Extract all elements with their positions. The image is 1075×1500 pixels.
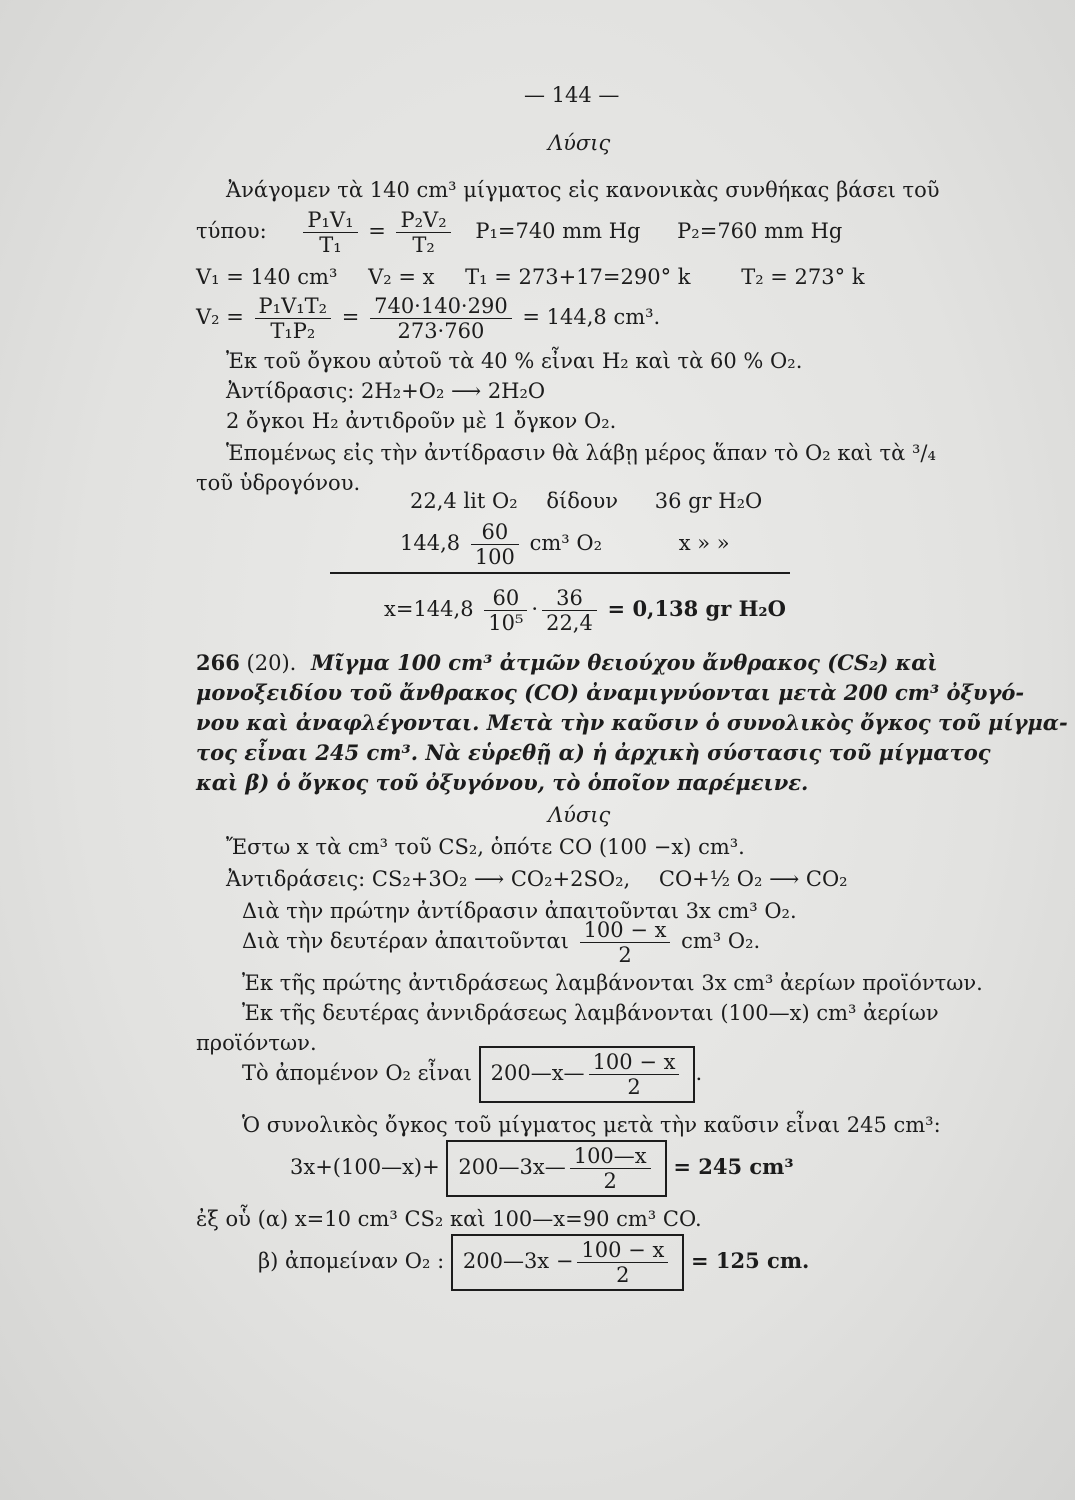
bracket-expression: [446, 1140, 666, 1197]
result-value: = 0,138 gr H₂O: [607, 596, 786, 621]
text-line: Ὁ συνολικὸς ὄγκος τοῦ μίγματος μετὰ τὴν καῦσιν εἶναι 245 cm³:: [242, 1113, 941, 1137]
formula-unit: cm³ O₂.: [681, 929, 761, 953]
equation-line: [258, 1234, 809, 1291]
equation-result: = 245 cm³: [673, 1154, 794, 1179]
fraction: [255, 294, 332, 343]
denominator: T₁: [319, 233, 342, 257]
var-v2: V₂ = x: [368, 265, 435, 289]
fraction: [471, 520, 519, 569]
denominator: 2: [627, 1075, 641, 1099]
fraction: [396, 208, 450, 257]
equation-result: = 125 cm.: [690, 1248, 810, 1273]
problem-text: καὶ β) ὁ ὄγκος τοῦ ὀξυγόνου, τὸ ὁποῖον παρέμεινε.: [196, 770, 809, 795]
problem-number: 266: [196, 650, 240, 675]
equation-prefix: β) ἀπομείναν O₂ :: [258, 1249, 445, 1273]
problem-text: τος εἶναι 245 cm³. Νὰ εὑρεθῇ α) ἡ ἀρχικὴ σύστασις τοῦ μίγματος: [196, 740, 991, 765]
numerator: P₂V₂: [396, 208, 450, 233]
numerator: 60: [471, 520, 519, 545]
pressure-2: P₂=760 mm Hg: [677, 219, 843, 243]
text-line: 2 ὄγκοι H₂ ἀντιδροῦν μὲ 1 ὄγκον O₂.: [226, 409, 617, 433]
proportion-right: x » »: [678, 531, 730, 555]
text-line: ἐξ οὗ (α) x=10 cm³ CS₂ καὶ 100—x=90 cm³ CO.: [196, 1207, 702, 1231]
denominator: 10⁵: [488, 611, 524, 635]
numerator: 60: [484, 586, 527, 611]
numerator: 100 − x: [577, 1238, 668, 1263]
proportion-unit: cm³ O₂: [529, 531, 602, 555]
text-line: Διὰ τὴν πρώτην ἀντίδρασιν ἀπαιτοῦνται 3x cm³ O₂.: [242, 899, 797, 923]
problem-text: νου καὶ ἀναφλέγονται. Μετὰ τὴν καῦσιν ὁ συνολικὸς ὄγκος τοῦ μίγμα-: [196, 710, 1068, 735]
proportion-left: 144,8: [400, 531, 461, 555]
denominator: 273·760: [397, 319, 485, 343]
text-line: Ἐκ τοῦ ὄγκου αὐτοῦ τὰ 40 % εἶναι H₂ καὶ τὰ 60 % O₂.: [226, 349, 803, 373]
fraction: [370, 294, 512, 343]
numerator: 100—x: [570, 1144, 651, 1169]
bracket-text: 200—x—: [490, 1061, 585, 1085]
denominator: 2: [618, 943, 632, 967]
fraction: [570, 1144, 651, 1193]
var-v1: V₁ = 140 cm³: [196, 265, 338, 289]
solution-heading: Λύσις: [548, 803, 611, 827]
formula-prefix: Διὰ τὴν δευτέραν ἀπαιτοῦνται: [242, 929, 569, 953]
denominator: 22,4: [546, 611, 593, 635]
solution-heading: Λύσις: [548, 131, 611, 155]
text-line: Ἔστω x τὰ cm³ τοῦ CS₂, ὁπότε CO (100 −x) cm³.: [226, 835, 745, 859]
variables-line: [196, 264, 865, 290]
equals-sign: =: [368, 219, 386, 243]
text-line: τοῦ ὑδρογόνου.: [196, 471, 361, 495]
pressure-1: P₁=740 mm Hg: [475, 219, 641, 243]
equation-line: [290, 1140, 794, 1197]
bracket-expression: [479, 1046, 696, 1103]
text-line: Ἐκ τῆς πρώτης ἀντιδράσεως λαμβάνονται 3x cm³ ἀερίων προϊόντων.: [242, 971, 983, 995]
fraction: [484, 586, 527, 635]
problem-text: Μῖγμα 100 cm³ ἀτμῶν θειούχου ἄνθρακος (CS₂) καὶ: [311, 650, 938, 675]
text-line: Ἀνάγομεν τὰ 140 cm³ μίγματος εἰς κανονικὰς συνθήκας βάσει τοῦ: [226, 178, 940, 202]
equation-prefix: 3x+(100—x)+: [290, 1155, 440, 1179]
formula-prefix: τύπου:: [196, 219, 267, 243]
result-prefix: x=144,8: [384, 597, 474, 621]
problem-text: μονοξειδίου τοῦ ἄνθρακος (CO) ἀναμιγνύονται μετὰ 200 cm³ ὀξυγό-: [196, 680, 1025, 705]
fraction: [580, 918, 671, 967]
text-line: προϊόντων.: [196, 1031, 317, 1055]
text-line: Ἐκ τῆς δευτέρας ἀννιδράσεως λαμβάνονται (100—x) cm³ ἀερίων: [242, 1001, 939, 1025]
var-t1: T₁ = 273+17=290° k: [465, 265, 691, 289]
numerator: 100 − x: [580, 918, 671, 943]
bracket-expression: [451, 1234, 684, 1291]
denominator: 100: [474, 545, 515, 569]
formula-result: = 144,8 cm³.: [522, 305, 661, 329]
var-t2: T₂ = 273° k: [741, 265, 865, 289]
divider-rule: [330, 572, 790, 574]
denominator: T₂: [412, 233, 435, 257]
formula-prefix: Τὸ ἀπομένον O₂ εἶναι: [242, 1061, 472, 1085]
problem-source: (20).: [246, 651, 297, 675]
numerator: 740·140·290: [370, 294, 512, 319]
reaction-2: CO+½ O₂ ⟶ CO₂: [658, 867, 848, 891]
proportion-right: 36 gr H₂O: [654, 489, 763, 513]
proportion-line-2: [400, 520, 730, 569]
reaction-1: Ἀντιδράσεις: CS₂+3O₂ ⟶ CO₂+2SO₂,: [226, 867, 631, 891]
bracket-text: 200—3x—: [458, 1155, 566, 1179]
fraction: [303, 208, 357, 257]
denominator: 2: [616, 1263, 630, 1287]
formula-prefix: V₂ =: [196, 305, 244, 329]
formula-suffix: .: [695, 1061, 703, 1085]
denominator: 2: [603, 1169, 617, 1193]
result-line: x=144,8 $\frac{60}{\text{10⁵}}$ · $\frac{36}{22,4}$ = 0,138 gr H₂O: [384, 586, 786, 635]
fraction: [542, 586, 597, 635]
fraction: [577, 1238, 668, 1287]
page-number: — 144 —: [524, 83, 620, 107]
problem-line: [196, 650, 938, 676]
formula-gas-law: [196, 208, 842, 257]
proportion-line-1: [410, 488, 762, 514]
numerator: 100 − x: [589, 1050, 680, 1075]
formula-line: [242, 1046, 702, 1103]
text-line: Ἑπομένως εἰς τὴν ἀντίδρασιν θὰ λάβῃ μέρος ἅπαν τὸ O₂ καὶ τὰ ³/₄: [226, 441, 936, 465]
numerator: P₁V₁T₂: [255, 294, 332, 319]
numerator: 36: [542, 586, 597, 611]
equals-sign: =: [341, 305, 360, 329]
formula-v2: [196, 294, 660, 343]
numerator: P₁V₁: [303, 208, 357, 233]
proportion-left: 22,4 lit O₂: [410, 489, 518, 513]
reaction-line: Ἀντίδρασις: 2H₂+O₂ ⟶ 2H₂O: [226, 379, 546, 403]
bracket-text: 200—3x −: [462, 1249, 574, 1273]
denominator: T₁P₂: [270, 319, 316, 343]
proportion-verb: δίδουν: [546, 489, 619, 513]
formula-line: [242, 918, 760, 967]
reaction-line: [226, 866, 848, 892]
fraction: [589, 1050, 680, 1099]
